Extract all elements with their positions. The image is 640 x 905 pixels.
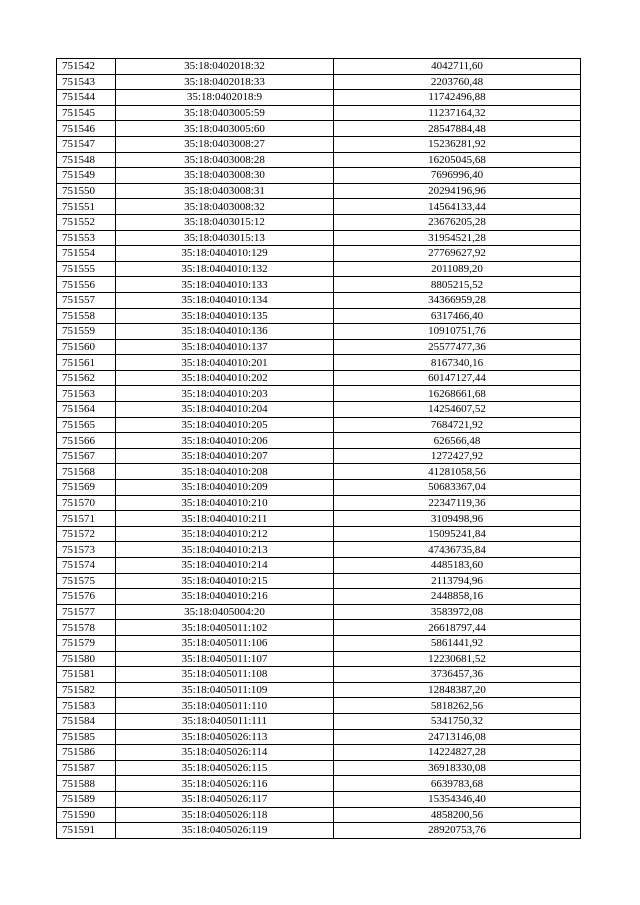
row-number-cell: 751551 bbox=[57, 199, 116, 215]
row-number-cell: 751580 bbox=[57, 651, 116, 667]
cadastral-number-cell: 35:18:0404010:135 bbox=[116, 308, 334, 324]
cadastral-number-cell: 35:18:0405011:106 bbox=[116, 635, 334, 651]
cadastral-number-cell: 35:18:0404010:204 bbox=[116, 402, 334, 418]
value-cell: 12230681,52 bbox=[334, 651, 581, 667]
value-cell: 14254607,52 bbox=[334, 402, 581, 418]
row-number-cell: 751590 bbox=[57, 807, 116, 823]
value-cell: 47436735,84 bbox=[334, 542, 581, 558]
value-cell: 1272427,92 bbox=[334, 448, 581, 464]
table-row bbox=[57, 573, 581, 589]
row-number-cell: 751561 bbox=[57, 355, 116, 371]
value-cell: 16268661,68 bbox=[334, 386, 581, 402]
value-cell: 5861441,92 bbox=[334, 635, 581, 651]
cadastral-number-cell: 35:18:0405011:102 bbox=[116, 620, 334, 636]
value-cell: 2011089,20 bbox=[334, 261, 581, 277]
table-row bbox=[57, 324, 581, 340]
row-number-cell: 751566 bbox=[57, 433, 116, 449]
cadastral-number-cell: 35:18:0404010:207 bbox=[116, 448, 334, 464]
value-cell: 50683367,04 bbox=[334, 480, 581, 496]
table-row bbox=[57, 90, 581, 106]
table-row bbox=[57, 105, 581, 121]
table-row bbox=[57, 589, 581, 605]
row-number-cell: 751554 bbox=[57, 246, 116, 262]
value-cell: 6639783,68 bbox=[334, 776, 581, 792]
cadastral-number-cell: 35:18:0402018:32 bbox=[116, 59, 334, 75]
table-row bbox=[57, 620, 581, 636]
value-cell: 6317466,40 bbox=[334, 308, 581, 324]
cadastral-number-cell: 35:18:0403008:28 bbox=[116, 152, 334, 168]
cadastral-number-cell: 35:18:0404010:137 bbox=[116, 339, 334, 355]
row-number-cell: 751555 bbox=[57, 261, 116, 277]
table-row bbox=[57, 370, 581, 386]
table-row bbox=[57, 183, 581, 199]
table-row bbox=[57, 448, 581, 464]
value-cell: 14564133,44 bbox=[334, 199, 581, 215]
table-row bbox=[57, 682, 581, 698]
value-cell: 36918330,08 bbox=[334, 760, 581, 776]
cadastral-number-cell: 35:18:0404010:208 bbox=[116, 464, 334, 480]
value-cell: 28920753,76 bbox=[334, 823, 581, 839]
row-number-cell: 751576 bbox=[57, 589, 116, 605]
row-number-cell: 751546 bbox=[57, 121, 116, 137]
value-cell: 3109498,96 bbox=[334, 511, 581, 527]
table-row bbox=[57, 480, 581, 496]
table-row bbox=[57, 136, 581, 152]
value-cell: 34366959,28 bbox=[334, 292, 581, 308]
row-number-cell: 751586 bbox=[57, 745, 116, 761]
cadastral-number-cell: 35:18:0403015:13 bbox=[116, 230, 334, 246]
value-cell: 28547884,48 bbox=[334, 121, 581, 137]
value-cell: 5341750,32 bbox=[334, 713, 581, 729]
value-cell: 8805215,52 bbox=[334, 277, 581, 293]
table-row bbox=[57, 308, 581, 324]
row-number-cell: 751568 bbox=[57, 464, 116, 480]
table-row bbox=[57, 433, 581, 449]
cadastral-number-cell: 35:18:0405026:119 bbox=[116, 823, 334, 839]
cadastral-number-cell: 35:18:0405026:117 bbox=[116, 791, 334, 807]
row-number-cell: 751565 bbox=[57, 417, 116, 433]
value-cell: 8167340,16 bbox=[334, 355, 581, 371]
cadastral-number-cell: 35:18:0405011:110 bbox=[116, 698, 334, 714]
table-row bbox=[57, 542, 581, 558]
row-number-cell: 751579 bbox=[57, 635, 116, 651]
table-row bbox=[57, 59, 581, 75]
cadastral-number-cell: 35:18:0405011:109 bbox=[116, 682, 334, 698]
cadastral-number-cell: 35:18:0404010:209 bbox=[116, 480, 334, 496]
cadastral-number-cell: 35:18:0404010:211 bbox=[116, 511, 334, 527]
table-row bbox=[57, 417, 581, 433]
cadastral-number-cell: 35:18:0404010:202 bbox=[116, 370, 334, 386]
cadastral-number-cell: 35:18:0404010:201 bbox=[116, 355, 334, 371]
cadastral-number-cell: 35:18:0402018:33 bbox=[116, 74, 334, 90]
value-cell: 22347119,36 bbox=[334, 495, 581, 511]
value-cell: 7684721,92 bbox=[334, 417, 581, 433]
table-row bbox=[57, 823, 581, 839]
cadastral-number-cell: 35:18:0404010:212 bbox=[116, 526, 334, 542]
cadastral-number-cell: 35:18:0404010:213 bbox=[116, 542, 334, 558]
table-row bbox=[57, 807, 581, 823]
table-row bbox=[57, 511, 581, 527]
row-number-cell: 751582 bbox=[57, 682, 116, 698]
cadastral-number-cell: 35:18:0403008:32 bbox=[116, 199, 334, 215]
row-number-cell: 751571 bbox=[57, 511, 116, 527]
row-number-cell: 751548 bbox=[57, 152, 116, 168]
value-cell: 31954521,28 bbox=[334, 230, 581, 246]
row-number-cell: 751591 bbox=[57, 823, 116, 839]
value-cell: 3736457,36 bbox=[334, 667, 581, 683]
table-row bbox=[57, 713, 581, 729]
cadastral-number-cell: 35:18:0405026:115 bbox=[116, 760, 334, 776]
value-cell: 4485183,60 bbox=[334, 558, 581, 574]
value-cell: 2113794,96 bbox=[334, 573, 581, 589]
cadastral-number-cell: 35:18:0403008:31 bbox=[116, 183, 334, 199]
row-number-cell: 751572 bbox=[57, 526, 116, 542]
table-row bbox=[57, 214, 581, 230]
table-row bbox=[57, 745, 581, 761]
row-number-cell: 751545 bbox=[57, 105, 116, 121]
row-number-cell: 751564 bbox=[57, 402, 116, 418]
cadastral-number-cell: 35:18:0403008:30 bbox=[116, 168, 334, 184]
row-number-cell: 751587 bbox=[57, 760, 116, 776]
value-cell: 24713146,08 bbox=[334, 729, 581, 745]
row-number-cell: 751557 bbox=[57, 292, 116, 308]
row-number-cell: 751552 bbox=[57, 214, 116, 230]
value-cell: 4042711,60 bbox=[334, 59, 581, 75]
cadastral-number-cell: 35:18:0405011:108 bbox=[116, 667, 334, 683]
table-row bbox=[57, 651, 581, 667]
table-row bbox=[57, 74, 581, 90]
cadastral-number-cell: 35:18:0404010:129 bbox=[116, 246, 334, 262]
table-row bbox=[57, 386, 581, 402]
row-number-cell: 751543 bbox=[57, 74, 116, 90]
value-cell: 23676205,28 bbox=[334, 214, 581, 230]
table-row bbox=[57, 635, 581, 651]
table-body bbox=[57, 59, 581, 839]
table-row bbox=[57, 230, 581, 246]
table-row bbox=[57, 526, 581, 542]
cadastral-number-cell: 35:18:0404010:205 bbox=[116, 417, 334, 433]
table-row bbox=[57, 292, 581, 308]
table-row bbox=[57, 339, 581, 355]
cadastral-number-cell: 35:18:0404010:214 bbox=[116, 558, 334, 574]
cadastral-number-cell: 35:18:0404010:132 bbox=[116, 261, 334, 277]
cadastral-number-cell: 35:18:0404010:203 bbox=[116, 386, 334, 402]
row-number-cell: 751544 bbox=[57, 90, 116, 106]
value-cell: 20294196,96 bbox=[334, 183, 581, 199]
row-number-cell: 751542 bbox=[57, 59, 116, 75]
row-number-cell: 751584 bbox=[57, 713, 116, 729]
row-number-cell: 751570 bbox=[57, 495, 116, 511]
value-cell: 12848387,20 bbox=[334, 682, 581, 698]
value-cell: 15354346,40 bbox=[334, 791, 581, 807]
cadastral-number-cell: 35:18:0405011:111 bbox=[116, 713, 334, 729]
value-cell: 5818262,56 bbox=[334, 698, 581, 714]
table-row bbox=[57, 121, 581, 137]
row-number-cell: 751577 bbox=[57, 604, 116, 620]
value-cell: 15236281,92 bbox=[334, 136, 581, 152]
cadastral-number-cell: 35:18:0403008:27 bbox=[116, 136, 334, 152]
table-row bbox=[57, 152, 581, 168]
value-cell: 26618797,44 bbox=[334, 620, 581, 636]
table-row bbox=[57, 246, 581, 262]
value-cell: 41281058,56 bbox=[334, 464, 581, 480]
table-row bbox=[57, 604, 581, 620]
table-row bbox=[57, 168, 581, 184]
value-cell: 10910751,76 bbox=[334, 324, 581, 340]
table-row bbox=[57, 495, 581, 511]
value-cell: 2203760,48 bbox=[334, 74, 581, 90]
row-number-cell: 751575 bbox=[57, 573, 116, 589]
cadastral-number-cell: 35:18:0404010:210 bbox=[116, 495, 334, 511]
row-number-cell: 751553 bbox=[57, 230, 116, 246]
cadastral-number-cell: 35:18:0405026:118 bbox=[116, 807, 334, 823]
row-number-cell: 751562 bbox=[57, 370, 116, 386]
table-row bbox=[57, 558, 581, 574]
row-number-cell: 751560 bbox=[57, 339, 116, 355]
table-row bbox=[57, 355, 581, 371]
cadastral-number-cell: 35:18:0404010:134 bbox=[116, 292, 334, 308]
data-table bbox=[56, 58, 581, 839]
table-row bbox=[57, 729, 581, 745]
table-row bbox=[57, 464, 581, 480]
cadastral-number-cell: 35:18:0404010:216 bbox=[116, 589, 334, 605]
cadastral-number-cell: 35:18:0404010:206 bbox=[116, 433, 334, 449]
cadastral-number-cell: 35:18:0404010:133 bbox=[116, 277, 334, 293]
cadastral-number-cell: 35:18:0405026:113 bbox=[116, 729, 334, 745]
row-number-cell: 751574 bbox=[57, 558, 116, 574]
table-row bbox=[57, 667, 581, 683]
row-number-cell: 751569 bbox=[57, 480, 116, 496]
row-number-cell: 751573 bbox=[57, 542, 116, 558]
value-cell: 2448858,16 bbox=[334, 589, 581, 605]
value-cell: 25577477,36 bbox=[334, 339, 581, 355]
row-number-cell: 751563 bbox=[57, 386, 116, 402]
value-cell: 4858200,56 bbox=[334, 807, 581, 823]
row-number-cell: 751585 bbox=[57, 729, 116, 745]
table-row bbox=[57, 199, 581, 215]
value-cell: 15095241,84 bbox=[334, 526, 581, 542]
row-number-cell: 751583 bbox=[57, 698, 116, 714]
table-row bbox=[57, 261, 581, 277]
value-cell: 11742496,88 bbox=[334, 90, 581, 106]
table-row bbox=[57, 698, 581, 714]
row-number-cell: 751578 bbox=[57, 620, 116, 636]
cadastral-number-cell: 35:18:0403005:59 bbox=[116, 105, 334, 121]
value-cell: 14224827,28 bbox=[334, 745, 581, 761]
row-number-cell: 751549 bbox=[57, 168, 116, 184]
row-number-cell: 751556 bbox=[57, 277, 116, 293]
table-row bbox=[57, 791, 581, 807]
cadastral-number-cell: 35:18:0405026:114 bbox=[116, 745, 334, 761]
value-cell: 3583972,08 bbox=[334, 604, 581, 620]
cadastral-number-cell: 35:18:0402018:9 bbox=[116, 90, 334, 106]
row-number-cell: 751558 bbox=[57, 308, 116, 324]
cadastral-number-cell: 35:18:0404010:215 bbox=[116, 573, 334, 589]
row-number-cell: 751547 bbox=[57, 136, 116, 152]
row-number-cell: 751589 bbox=[57, 791, 116, 807]
cadastral-number-cell: 35:18:0405026:116 bbox=[116, 776, 334, 792]
table-row bbox=[57, 760, 581, 776]
value-cell: 16205045,68 bbox=[334, 152, 581, 168]
row-number-cell: 751559 bbox=[57, 324, 116, 340]
value-cell: 626566,48 bbox=[334, 433, 581, 449]
table-row bbox=[57, 277, 581, 293]
value-cell: 11237164,32 bbox=[334, 105, 581, 121]
cadastral-number-cell: 35:18:0403005:60 bbox=[116, 121, 334, 137]
value-cell: 27769627,92 bbox=[334, 246, 581, 262]
cadastral-number-cell: 35:18:0403015:12 bbox=[116, 214, 334, 230]
value-cell: 60147127,44 bbox=[334, 370, 581, 386]
row-number-cell: 751567 bbox=[57, 448, 116, 464]
row-number-cell: 751581 bbox=[57, 667, 116, 683]
cadastral-number-cell: 35:18:0405011:107 bbox=[116, 651, 334, 667]
table-row bbox=[57, 402, 581, 418]
row-number-cell: 751550 bbox=[57, 183, 116, 199]
cadastral-number-cell: 35:18:0404010:136 bbox=[116, 324, 334, 340]
row-number-cell: 751588 bbox=[57, 776, 116, 792]
cadastral-number-cell: 35:18:0405004:20 bbox=[116, 604, 334, 620]
table-row bbox=[57, 776, 581, 792]
value-cell: 7696996,40 bbox=[334, 168, 581, 184]
